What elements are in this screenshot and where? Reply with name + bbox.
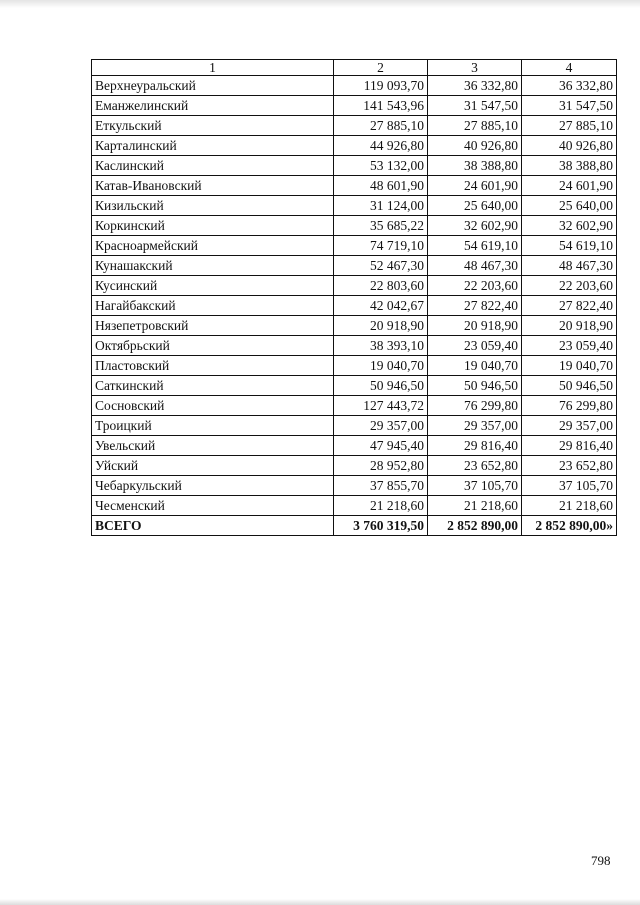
district-name-cell: Пластовский <box>92 356 334 376</box>
table-row <box>92 276 617 296</box>
amount-cell-col-3: 54 619,10 <box>428 236 522 256</box>
amount-cell-col-3: 23 652,80 <box>428 456 522 476</box>
amount-cell-col-2: 127 443,72 <box>334 396 428 416</box>
district-name-cell: Чесменский <box>92 496 334 516</box>
amount-cell-col-2: 52 467,30 <box>334 256 428 276</box>
amount-cell-col-3: 37 105,70 <box>428 476 522 496</box>
amount-cell-col-4: 31 547,50 <box>522 96 617 116</box>
amount-cell-col-3: 21 218,60 <box>428 496 522 516</box>
scan-edge-bottom <box>0 899 640 905</box>
page-number: 798 <box>591 853 611 868</box>
district-name-cell: Кусинский <box>92 276 334 296</box>
amount-cell-col-4: 37 105,70 <box>522 476 617 496</box>
table-row <box>92 136 617 156</box>
amount-cell-col-4: 20 918,90 <box>522 316 617 336</box>
amount-cell-col-4: 25 640,00 <box>522 196 617 216</box>
table-row <box>92 476 617 496</box>
amount-cell-col-2: 19 040,70 <box>334 356 428 376</box>
table-row <box>92 296 617 316</box>
amount-cell-col-2: 74 719,10 <box>334 236 428 256</box>
district-name-cell: Уйский <box>92 456 334 476</box>
district-name-cell: Коркинский <box>92 216 334 236</box>
amount-cell-col-4: 19 040,70 <box>522 356 617 376</box>
amount-cell-col-4: 32 602,90 <box>522 216 617 236</box>
table-row <box>92 256 617 276</box>
amount-cell-col-3: 38 388,80 <box>428 156 522 176</box>
amount-cell-col-3: 19 040,70 <box>428 356 522 376</box>
amount-cell-col-3: 29 357,00 <box>428 416 522 436</box>
amount-cell-col-2: 28 952,80 <box>334 456 428 476</box>
amount-cell-col-4: 29 357,00 <box>522 416 617 436</box>
amount-cell-col-3: 50 946,50 <box>428 376 522 396</box>
district-name-cell: Нагайбакский <box>92 296 334 316</box>
amount-cell-col-4: 54 619,10 <box>522 236 617 256</box>
table-row <box>92 456 617 476</box>
amount-cell-col-2: 47 945,40 <box>334 436 428 456</box>
amount-cell-col-2: 50 946,50 <box>334 376 428 396</box>
district-name-cell: Чебаркульский <box>92 476 334 496</box>
amount-cell-col-3: 31 547,50 <box>428 96 522 116</box>
total-col-3: 2 852 890,00 <box>428 516 522 536</box>
amount-cell-col-2: 35 685,22 <box>334 216 428 236</box>
header-row <box>92 60 617 76</box>
scan-edge-top <box>0 0 640 8</box>
table-row <box>92 236 617 256</box>
table-row <box>92 176 617 196</box>
amount-cell-col-2: 21 218,60 <box>334 496 428 516</box>
table-row <box>92 196 617 216</box>
amount-cell-col-4: 24 601,90 <box>522 176 617 196</box>
amount-cell-col-3: 76 299,80 <box>428 396 522 416</box>
amount-cell-col-4: 27 822,40 <box>522 296 617 316</box>
district-name-cell: Каслинский <box>92 156 334 176</box>
amount-cell-col-4: 23 652,80 <box>522 456 617 476</box>
district-name-cell: Еманжелинский <box>92 96 334 116</box>
amount-cell-col-3: 24 601,90 <box>428 176 522 196</box>
total-row <box>92 516 617 536</box>
table-row <box>92 316 617 336</box>
column-header-4: 4 <box>522 60 617 76</box>
data-table <box>91 59 617 536</box>
amount-cell-col-3: 20 918,90 <box>428 316 522 336</box>
table-row <box>92 216 617 236</box>
table-body <box>92 76 617 536</box>
amount-cell-col-3: 32 602,90 <box>428 216 522 236</box>
amount-cell-col-3: 27 822,40 <box>428 296 522 316</box>
total-col-2: 3 760 319,50 <box>334 516 428 536</box>
table-row <box>92 76 617 96</box>
amount-cell-col-2: 37 855,70 <box>334 476 428 496</box>
district-name-cell: Кизильский <box>92 196 334 216</box>
amount-cell-col-4: 22 203,60 <box>522 276 617 296</box>
amount-cell-col-2: 119 093,70 <box>334 76 428 96</box>
table-row <box>92 156 617 176</box>
amount-cell-col-3: 22 203,60 <box>428 276 522 296</box>
amount-cell-col-3: 40 926,80 <box>428 136 522 156</box>
table-row <box>92 356 617 376</box>
amount-cell-col-2: 141 543,96 <box>334 96 428 116</box>
district-name-cell: Верхнеуральский <box>92 76 334 96</box>
amount-cell-col-2: 31 124,00 <box>334 196 428 216</box>
district-name-cell: Кунашакский <box>92 256 334 276</box>
district-name-cell: Еткульский <box>92 116 334 136</box>
district-name-cell: Сосновский <box>92 396 334 416</box>
amount-cell-col-2: 53 132,00 <box>334 156 428 176</box>
amount-cell-col-2: 44 926,80 <box>334 136 428 156</box>
table-row <box>92 376 617 396</box>
amount-cell-col-2: 48 601,90 <box>334 176 428 196</box>
amount-cell-col-4: 38 388,80 <box>522 156 617 176</box>
column-header-2: 2 <box>334 60 428 76</box>
amount-cell-col-2: 42 042,67 <box>334 296 428 316</box>
amount-cell-col-4: 76 299,80 <box>522 396 617 416</box>
district-name-cell: Увельский <box>92 436 334 456</box>
amount-cell-col-3: 23 059,40 <box>428 336 522 356</box>
table-row <box>92 116 617 136</box>
table-row <box>92 396 617 416</box>
district-name-cell: Нязепетровский <box>92 316 334 336</box>
amount-cell-col-4: 23 059,40 <box>522 336 617 356</box>
district-name-cell: Саткинский <box>92 376 334 396</box>
amount-cell-col-2: 22 803,60 <box>334 276 428 296</box>
total-col-4: 2 852 890,00» <box>522 516 617 536</box>
total-label: ВСЕГО <box>92 516 334 536</box>
amount-cell-col-4: 40 926,80 <box>522 136 617 156</box>
table-row <box>92 96 617 116</box>
amount-cell-col-2: 29 357,00 <box>334 416 428 436</box>
amount-cell-col-3: 29 816,40 <box>428 436 522 456</box>
district-name-cell: Октябрьский <box>92 336 334 356</box>
amount-cell-col-2: 20 918,90 <box>334 316 428 336</box>
district-name-cell: Катав-Ивановский <box>92 176 334 196</box>
amount-cell-col-4: 48 467,30 <box>522 256 617 276</box>
amount-cell-col-4: 50 946,50 <box>522 376 617 396</box>
district-name-cell: Красноармейский <box>92 236 334 256</box>
column-header-1: 1 <box>92 60 334 76</box>
table-row <box>92 496 617 516</box>
table-row <box>92 416 617 436</box>
amount-cell-col-3: 25 640,00 <box>428 196 522 216</box>
amount-cell-col-2: 27 885,10 <box>334 116 428 136</box>
district-name-cell: Карталинский <box>92 136 334 156</box>
amount-cell-col-3: 48 467,30 <box>428 256 522 276</box>
amount-cell-col-4: 21 218,60 <box>522 496 617 516</box>
amount-cell-col-4: 36 332,80 <box>522 76 617 96</box>
column-header-3: 3 <box>428 60 522 76</box>
table-row <box>92 436 617 456</box>
district-name-cell: Троицкий <box>92 416 334 436</box>
amount-cell-col-3: 36 332,80 <box>428 76 522 96</box>
amount-cell-col-2: 38 393,10 <box>334 336 428 356</box>
amount-cell-col-4: 27 885,10 <box>522 116 617 136</box>
amount-cell-col-3: 27 885,10 <box>428 116 522 136</box>
amount-cell-col-4: 29 816,40 <box>522 436 617 456</box>
table-row <box>92 336 617 356</box>
